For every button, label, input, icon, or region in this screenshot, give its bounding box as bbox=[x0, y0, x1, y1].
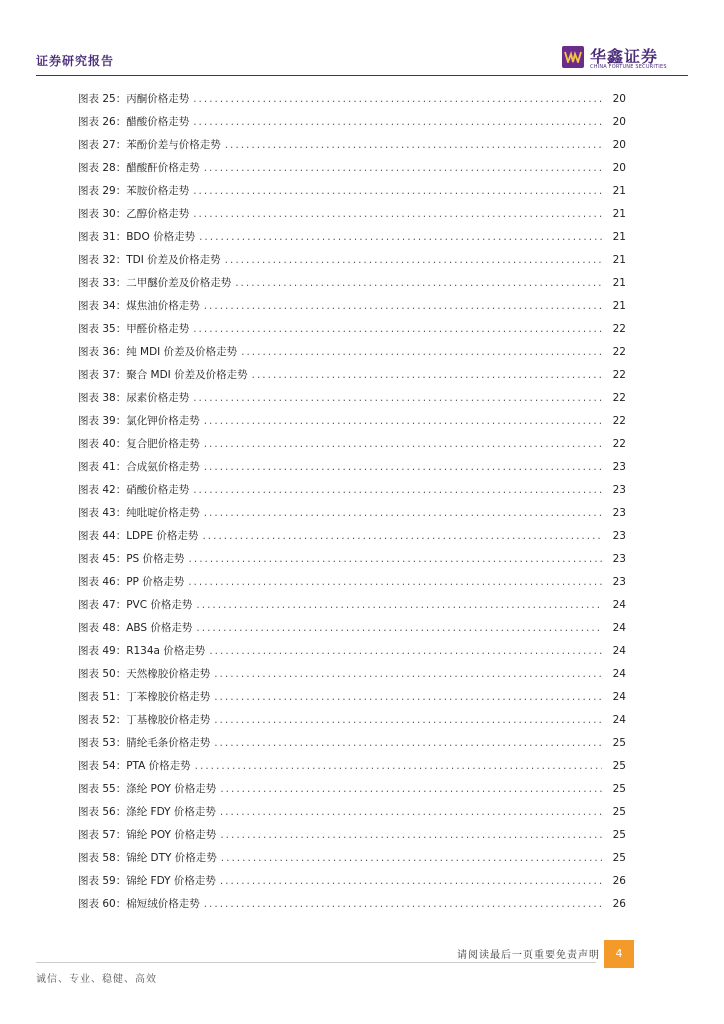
toc-entry-page: 25 bbox=[612, 806, 626, 818]
toc-entry-label: 图表 27：苯酚价差与价格走势 bbox=[78, 139, 221, 151]
toc-entry-label: 图表 58：锦纶 DTY 价格走势 bbox=[78, 852, 217, 864]
page-number: 4 bbox=[604, 940, 634, 968]
page-header bbox=[0, 0, 724, 78]
toc-entry-page: 23 bbox=[612, 461, 626, 473]
toc-entry-page: 24 bbox=[612, 622, 626, 634]
logo-text-cn: 华鑫证券 bbox=[590, 47, 659, 66]
toc-leader-dots bbox=[220, 824, 602, 847]
toc-entry[interactable] bbox=[78, 272, 626, 295]
toc-entry-label: 图表 46：PP 价格走势 bbox=[78, 576, 185, 588]
toc-leader-dots bbox=[221, 847, 602, 870]
toc-entry-page: 24 bbox=[612, 668, 626, 680]
toc-leader-dots bbox=[214, 663, 602, 686]
toc-entry-label: 图表 40：复合肥价格走势 bbox=[78, 438, 200, 450]
toc-entry[interactable] bbox=[78, 732, 626, 755]
toc-leader-dots bbox=[220, 801, 602, 824]
toc-leader-dots bbox=[193, 180, 602, 203]
toc-entry[interactable] bbox=[78, 571, 626, 594]
toc-leader-dots bbox=[214, 686, 602, 709]
toc-entry[interactable] bbox=[78, 801, 626, 824]
toc-entry[interactable] bbox=[78, 433, 626, 456]
toc-entry[interactable] bbox=[78, 847, 626, 870]
toc-entry[interactable] bbox=[78, 134, 626, 157]
toc-entry-label: 图表 32：TDI 价差及价格走势 bbox=[78, 254, 221, 266]
toc-leader-dots bbox=[196, 594, 602, 617]
toc-entry-page: 21 bbox=[612, 254, 626, 266]
toc-entry-page: 23 bbox=[612, 484, 626, 496]
toc-entry-page: 25 bbox=[612, 852, 626, 864]
toc-entry[interactable] bbox=[78, 525, 626, 548]
toc-leader-dots bbox=[193, 88, 602, 111]
toc-leader-dots bbox=[193, 387, 602, 410]
toc-entry[interactable] bbox=[78, 318, 626, 341]
toc-leader-dots bbox=[241, 341, 602, 364]
toc-leader-dots bbox=[188, 571, 602, 594]
toc-entry-label: 图表 36：纯 MDI 价差及价格走势 bbox=[78, 346, 238, 358]
toc-entry-label: 图表 48：ABS 价格走势 bbox=[78, 622, 193, 634]
toc-leader-dots bbox=[209, 640, 602, 663]
toc-entry-label: 图表 56：涤纶 FDY 价格走势 bbox=[78, 806, 216, 818]
toc-entry-label: 图表 33：二甲醚价差及价格走势 bbox=[78, 277, 232, 289]
toc-entry-page: 23 bbox=[612, 576, 626, 588]
toc-entry[interactable] bbox=[78, 640, 626, 663]
toc-entry[interactable] bbox=[78, 479, 626, 502]
toc-entry-label: 图表 52：丁基橡胶价格走势 bbox=[78, 714, 211, 726]
toc-leader-dots bbox=[196, 617, 602, 640]
figure-list bbox=[78, 88, 626, 916]
company-motto: 诚信、专业、稳健、高效 bbox=[36, 974, 157, 985]
toc-leader-dots bbox=[204, 295, 602, 318]
toc-entry-label: 图表 29：苯胺价格走势 bbox=[78, 185, 190, 197]
toc-leader-dots bbox=[193, 203, 602, 226]
toc-leader-dots bbox=[204, 433, 602, 456]
toc-entry[interactable] bbox=[78, 88, 626, 111]
toc-entry[interactable] bbox=[78, 686, 626, 709]
toc-entry[interactable] bbox=[78, 180, 626, 203]
toc-entry[interactable] bbox=[78, 456, 626, 479]
toc-entry-page: 23 bbox=[612, 507, 626, 519]
toc-entry[interactable] bbox=[78, 548, 626, 571]
toc-leader-dots bbox=[252, 364, 602, 387]
toc-entry-page: 22 bbox=[612, 346, 626, 358]
toc-entry[interactable] bbox=[78, 778, 626, 801]
toc-entry-page: 25 bbox=[612, 829, 626, 841]
toc-entry-page: 23 bbox=[612, 530, 626, 542]
toc-entry-page: 21 bbox=[612, 300, 626, 312]
toc-entry-label: 图表 53：腈纶毛条价格走势 bbox=[78, 737, 211, 749]
toc-entry[interactable] bbox=[78, 295, 626, 318]
toc-entry-page: 22 bbox=[612, 323, 626, 335]
toc-entry-page: 24 bbox=[612, 691, 626, 703]
toc-entry[interactable] bbox=[78, 364, 626, 387]
toc-leader-dots bbox=[225, 249, 602, 272]
toc-entry-label: 图表 25：丙酮价格走势 bbox=[78, 93, 190, 105]
toc-entry-label: 图表 43：纯吡啶价格走势 bbox=[78, 507, 200, 519]
toc-entry-page: 20 bbox=[612, 139, 626, 151]
toc-entry-page: 21 bbox=[612, 208, 626, 220]
toc-leader-dots bbox=[204, 456, 602, 479]
toc-entry[interactable] bbox=[78, 594, 626, 617]
toc-entry[interactable] bbox=[78, 502, 626, 525]
toc-entry[interactable] bbox=[78, 157, 626, 180]
toc-entry-label: 图表 55：涤纶 POY 价格走势 bbox=[78, 783, 217, 795]
toc-entry-label: 图表 60：棉短绒价格走势 bbox=[78, 898, 200, 910]
toc-entry-label: 图表 34：煤焦油价格走势 bbox=[78, 300, 200, 312]
toc-entry-label: 图表 59：锦纶 FDY 价格走势 bbox=[78, 875, 216, 887]
toc-leader-dots bbox=[193, 479, 602, 502]
toc-entry-label: 图表 41：合成氨价格走势 bbox=[78, 461, 200, 473]
report-type-title: 证券研究报告 bbox=[36, 54, 115, 68]
logo-text-en: CHINA FORTUNE SECURITIES bbox=[590, 64, 667, 70]
toc-leader-dots bbox=[193, 318, 602, 341]
toc-entry-label: 图表 49：R134a 价格走势 bbox=[78, 645, 206, 657]
toc-entry-label: 图表 42：硝酸价格走势 bbox=[78, 484, 190, 496]
header-divider bbox=[36, 75, 688, 76]
toc-entry-page: 23 bbox=[612, 553, 626, 565]
toc-entry-label: 图表 26：醋酸价格走势 bbox=[78, 116, 190, 128]
disclaimer-text: 请阅读最后一页重要免责声明 bbox=[457, 950, 600, 961]
toc-entry[interactable] bbox=[78, 410, 626, 433]
toc-entry[interactable] bbox=[78, 203, 626, 226]
toc-leader-dots bbox=[195, 755, 602, 778]
toc-leader-dots bbox=[193, 111, 602, 134]
toc-entry-label: 图表 57：锦纶 POY 价格走势 bbox=[78, 829, 217, 841]
toc-leader-dots bbox=[204, 410, 602, 433]
toc-entry-label: 图表 31：BDO 价格走势 bbox=[78, 231, 196, 243]
toc-entry-label: 图表 47：PVC 价格走势 bbox=[78, 599, 193, 611]
toc-leader-dots bbox=[235, 272, 602, 295]
toc-entry-page: 26 bbox=[612, 875, 626, 887]
toc-leader-dots bbox=[214, 709, 602, 732]
toc-entry[interactable] bbox=[78, 387, 626, 410]
toc-entry-page: 22 bbox=[612, 392, 626, 404]
toc-leader-dots bbox=[199, 226, 602, 249]
toc-entry-page: 25 bbox=[612, 783, 626, 795]
toc-entry-page: 24 bbox=[612, 645, 626, 657]
toc-entry-page: 22 bbox=[612, 369, 626, 381]
toc-entry-label: 图表 54：PTA 价格走势 bbox=[78, 760, 191, 772]
toc-entry[interactable] bbox=[78, 709, 626, 732]
toc-entry-page: 20 bbox=[612, 116, 626, 128]
toc-leader-dots bbox=[204, 157, 602, 180]
toc-entry[interactable] bbox=[78, 111, 626, 134]
toc-entry[interactable] bbox=[78, 663, 626, 686]
toc-entry-label: 图表 50：天然橡胶价格走势 bbox=[78, 668, 211, 680]
toc-entry[interactable] bbox=[78, 893, 626, 916]
toc-entry-page: 20 bbox=[612, 93, 626, 105]
toc-entry-label: 图表 35：甲醛价格走势 bbox=[78, 323, 190, 335]
toc-entry-page: 21 bbox=[612, 277, 626, 289]
toc-entry-label: 图表 39：氯化钾价格走势 bbox=[78, 415, 200, 427]
toc-leader-dots bbox=[225, 134, 602, 157]
toc-leader-dots bbox=[220, 778, 602, 801]
toc-entry-page: 21 bbox=[612, 231, 626, 243]
toc-entry-page: 21 bbox=[612, 185, 626, 197]
footer-divider bbox=[36, 962, 596, 963]
toc-entry-page: 20 bbox=[612, 162, 626, 174]
logo-mark-icon bbox=[562, 46, 584, 68]
toc-entry[interactable] bbox=[78, 617, 626, 640]
toc-leader-dots bbox=[204, 502, 602, 525]
toc-leader-dots bbox=[214, 732, 602, 755]
toc-leader-dots bbox=[220, 870, 602, 893]
toc-entry[interactable] bbox=[78, 341, 626, 364]
toc-entry-label: 图表 51：丁苯橡胶价格走势 bbox=[78, 691, 211, 703]
toc-entry-page: 24 bbox=[612, 599, 626, 611]
toc-entry-page: 22 bbox=[612, 415, 626, 427]
toc-entry-label: 图表 38：尿素价格走势 bbox=[78, 392, 190, 404]
toc-leader-dots bbox=[202, 525, 602, 548]
toc-entry[interactable] bbox=[78, 824, 626, 847]
toc-entry-label: 图表 44：LDPE 价格走势 bbox=[78, 530, 199, 542]
company-logo bbox=[562, 44, 692, 72]
toc-entry-label: 图表 30：乙醇价格走势 bbox=[78, 208, 190, 220]
toc-entry-page: 25 bbox=[612, 760, 626, 772]
toc-entry[interactable] bbox=[78, 249, 626, 272]
toc-entry-page: 22 bbox=[612, 438, 626, 450]
toc-leader-dots bbox=[204, 893, 602, 916]
toc-leader-dots bbox=[189, 548, 602, 571]
toc-entry-label: 图表 28：醋酸酐价格走势 bbox=[78, 162, 200, 174]
toc-entry-page: 25 bbox=[612, 737, 626, 749]
toc-entry[interactable] bbox=[78, 755, 626, 778]
toc-entry-page: 26 bbox=[612, 898, 626, 910]
toc-entry[interactable] bbox=[78, 870, 626, 893]
toc-entry-page: 24 bbox=[612, 714, 626, 726]
toc-entry-label: 图表 37：聚合 MDI 价差及价格走势 bbox=[78, 369, 248, 381]
toc-entry[interactable] bbox=[78, 226, 626, 249]
toc-entry-label: 图表 45：PS 价格走势 bbox=[78, 553, 185, 565]
